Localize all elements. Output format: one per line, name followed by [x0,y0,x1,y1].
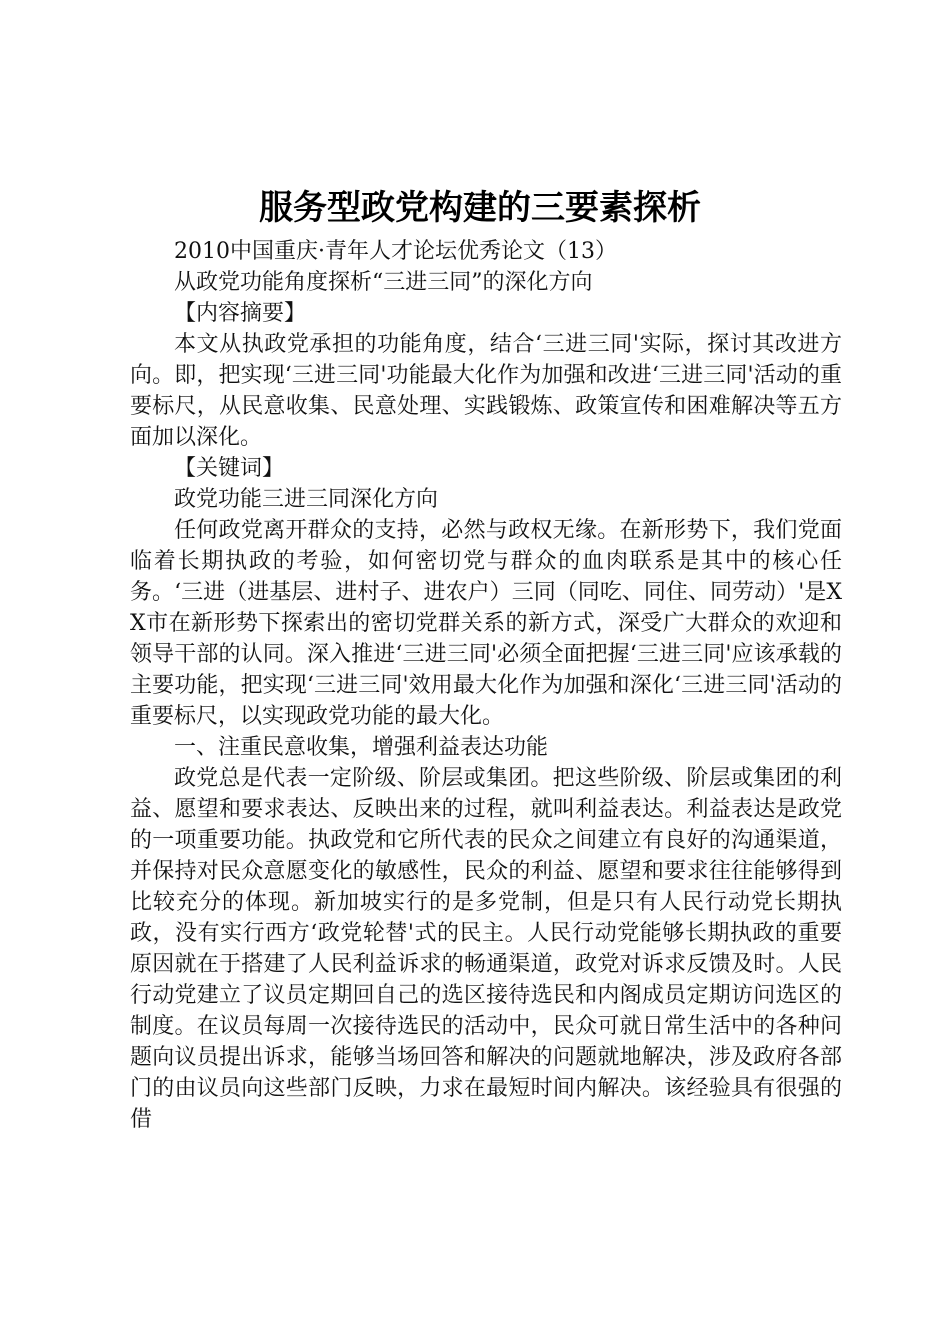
paragraph-subtitle: 从政党功能角度探析“三进三同”的深化方向 [174,270,593,295]
paragraph-section-1-heading: 一、注重民意收集，增强利益表达功能 [174,735,549,760]
paragraph-introduction: 任何政党离开群众的支持，必然与政权无缘。在新形势下，我们党面临着长期执政的考验，如何密切党与群众的血肉联系是其中的核心任务。‘三进（进基层、进村子、进农户）三同（同吃、同住、同劳动）'是XX市在新形势下探索出的密切党群关系的新方式，深受广大群众的欢迎和领导干部的认同。深入推进‘三进三同'必须全面把握‘三进三同'应该承载的主要功能，把实现‘三进三同'效用最大化作为加强和深化‘三进三同'活动的重要标尺，以实现政党功能的最大化。 [130,518,842,729]
paragraph-keywords: 政党功能三进三同深化方向 [174,487,439,512]
document-title: 服务型政党构建的三要素探析 [259,188,701,228]
paragraph-abstract-heading: 【内容摘要】 [174,301,307,326]
paragraph-abstract: 本文从执政党承担的功能角度，结合‘三进三同'实际，探讨其改进方向。即，把实现‘三进三同'功能最大化作为加强和改进‘三进三同'活动的重要标尺，从民意收集、民意处理、实践锻炼、政策宣传和困难解决等五方面加以深化。 [130,332,842,450]
paragraph-section-1-body: 政党总是代表一定阶级、阶层或集团。把这些阶级、阶层或集团的利益、愿望和要求表达、反映出来的过程，就叫利益表达。利益表达是政党的一项重要功能。执政党和它所代表的民众之间建立有良好的沟通渠道，并保持对民众意愿变化的敏感性，民众的利益、愿望和要求往往能够得到比较充分的体现。新加坡实行的是多党制，但是只有人民行动党长期执政，没有实行西方‘政党轮替'式的民主。人民行动党能够长期执政的重要原因就在于搭建了人民利益诉求的畅通渠道，政党对诉求反馈及时。人民行动党建立了议员定期回自己的选区接待选民和内阁成员定期访问选区的制度。在议员每周一次接待选民的活动中，民众可就日常生活中的各种问题向议员提出诉求，能够当场回答和解决的问题就地解决，涉及政府各部门的由议员向这些部门反映，力求在最短时间内解决。该经验具有很强的借 [130,766,842,1132]
paragraph-forum-caption: 2010中国重庆·青年人才论坛优秀论文（13） [174,239,617,264]
document-body [130,236,842,1135]
paragraph-keywords-heading: 【关键词】 [174,456,285,481]
